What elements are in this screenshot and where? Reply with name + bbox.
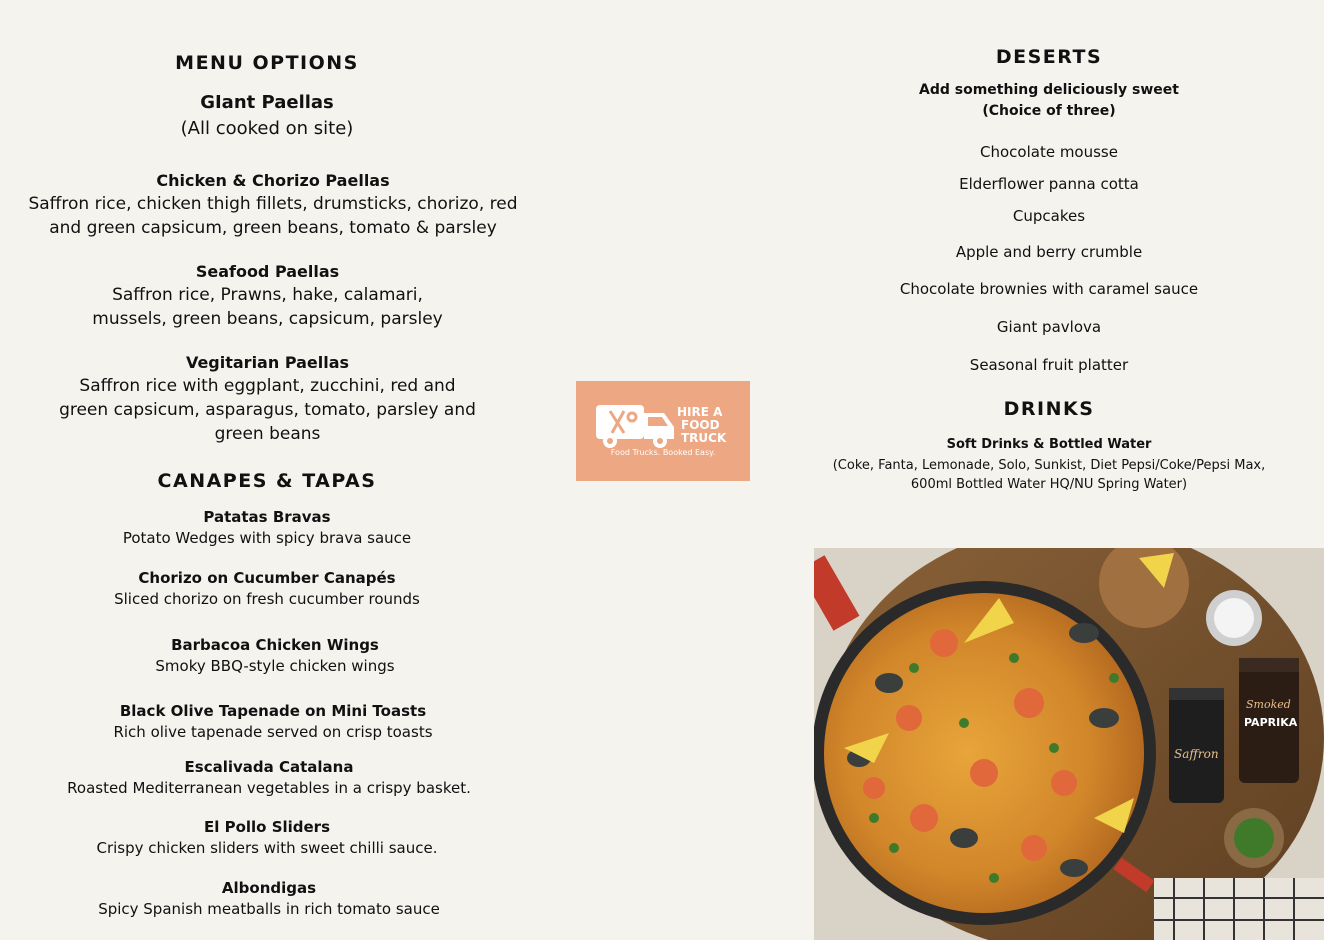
canape-item <box>8 635 542 677</box>
dessert-item: Cupcakes <box>1012 207 1086 225</box>
drinks-heading: DRINKS <box>1003 398 1095 420</box>
paprika-jar-label: Smoked <box>1246 698 1291 711</box>
paella-item <box>8 170 538 240</box>
paella-title: Vegitarian Paellas <box>185 353 350 372</box>
paella-desc: Saffron rice, chicken thigh fillets, drumsticks, chorizo, red and green capsicum, green beans, tomato & parsley <box>28 194 518 238</box>
deserts-intro-line-2: (Choice of three) <box>982 103 1116 119</box>
canape-desc: Smoky BBQ-style chicken wings <box>155 657 395 675</box>
canape-item <box>2 757 536 799</box>
canapes-heading: CANAPES & TAPAS <box>157 470 377 492</box>
canape-item <box>0 817 534 859</box>
dessert-item: Seasonal fruit platter <box>969 356 1129 374</box>
canape-title: Black Olive Tapenade on Mini Toasts <box>119 702 427 720</box>
canape-desc: Potato Wedges with spicy brava sauce <box>122 529 412 547</box>
paella-title: Seafood Paellas <box>195 262 340 281</box>
logo-line-1: HIRE A <box>677 405 723 419</box>
canape-desc: Crispy chicken sliders with sweet chilli sauce. <box>96 839 438 857</box>
paella-note: (All cooked on site) <box>180 118 354 139</box>
drinks-item-desc: (Coke, Fanta, Lemonade, Solo, Sunkist, Diet Pepsi/Coke/Pepsi Max, 600ml Bottled Water HQ/NU Spring Water) <box>832 458 1266 492</box>
dessert-item: Elderflower panna cotta <box>959 175 1139 193</box>
logo-tagline: Food Trucks. Booked Easy. <box>610 448 716 457</box>
canape-title: Albondigas <box>221 879 317 897</box>
saffron-jar-label: Saffron <box>1174 747 1219 761</box>
canape-title: Patatas Bravas <box>203 508 331 526</box>
menu-column <box>0 0 534 940</box>
canape-item <box>6 701 540 743</box>
dessert-item: Apple and berry crumble <box>955 243 1143 261</box>
dessert-item: Giant pavlova <box>996 318 1102 336</box>
canape-title: Escalivada Catalana <box>184 758 354 776</box>
deserts-intro-line-1: Add something deliciously sweet <box>919 82 1179 98</box>
canape-item <box>0 507 534 549</box>
canape-desc: Spicy Spanish meatballs in rich tomato sauce <box>98 900 440 918</box>
paella-heading: GIant Paellas <box>200 92 334 113</box>
canape-title: Barbacoa Chicken Wings <box>171 636 379 654</box>
canape-item <box>0 568 534 610</box>
hire-a-food-truck-logo <box>576 381 750 481</box>
logo-line-2: FOOD <box>681 418 720 432</box>
canape-desc: Roasted Mediterranean vegetables in a crispy basket. <box>67 779 471 797</box>
dessert-item: Chocolate brownies with caramel sauce <box>899 280 1199 298</box>
paella-desc: Saffron rice with eggplant, zucchini, red and green capsicum, asparagus, tomato, parsley and green beans <box>59 376 476 444</box>
canape-desc: Sliced chorizo on fresh cucumber rounds <box>114 590 420 608</box>
deserts-heading: DESERTS <box>995 46 1103 68</box>
paella-pan-illustration <box>814 548 1324 940</box>
paella-item <box>80 261 455 331</box>
canape-desc: Rich olive tapenade served on crisp toasts <box>113 723 433 741</box>
paella-item <box>55 352 480 446</box>
canape-item <box>2 878 536 920</box>
dessert-item: Chocolate mousse <box>980 143 1118 161</box>
menu-options-heading: MENU OPTIONS <box>175 52 359 74</box>
canape-title: Chorizo on Cucumber Canapés <box>138 569 396 587</box>
drinks-item-title: Soft Drinks & Bottled Water <box>946 437 1152 452</box>
deserts-column <box>818 0 1280 540</box>
paella-desc: Saffron rice, Prawns, hake, calamari, mussels, green beans, capsicum, parsley <box>92 285 443 329</box>
paprika-jar-label-2: PAPRIKA <box>1244 716 1298 729</box>
logo-line-3: TRUCK <box>681 431 727 445</box>
paella-photo <box>814 548 1324 940</box>
paella-title: Chicken & Chorizo Paellas <box>156 171 390 190</box>
canape-title: El Pollo Sliders <box>203 818 331 836</box>
